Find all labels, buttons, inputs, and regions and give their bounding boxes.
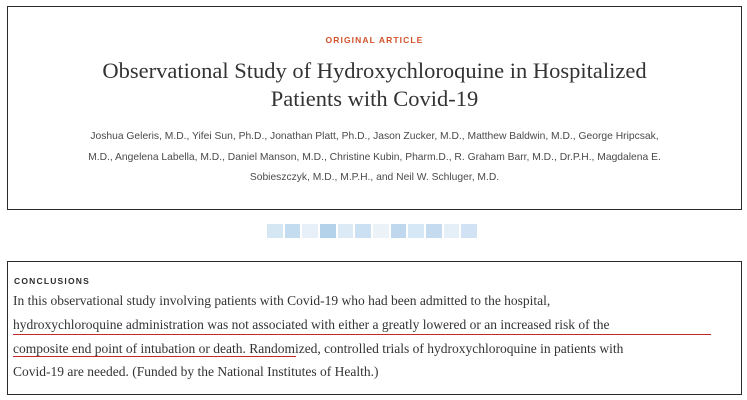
conclusions-text-line-2: hydroxychloroquine administration was not associated with either a greatly lowered or an increased risk of the [13, 317, 610, 332]
redaction-block [461, 224, 477, 238]
highlight-underline-2 [13, 356, 296, 357]
redaction-block [373, 224, 389, 238]
redaction-block [391, 224, 407, 238]
redaction-block [355, 224, 371, 238]
redaction-block [302, 224, 318, 238]
conclusions-text-line-3: composite end point of intubation or death. Randomized, controlled trials of hydroxychloroquine in patients with [13, 341, 624, 356]
conclusions-text-line-1: In this observational study involving patients with Covid-19 who had been admitted to the hospital, [13, 293, 551, 308]
redacted-watermark [267, 224, 477, 238]
article-type-label: ORIGINAL ARTICLE [325, 35, 424, 45]
redaction-block [444, 224, 460, 238]
author-line-2: M.D., Angelena Labella, M.D., Daniel Manson, M.D., Christine Kubin, Pharm.D., R. Graham Barr, M.D., Dr.P.H., Magdalena E. [88, 151, 661, 163]
redaction-block [426, 224, 442, 238]
redaction-block [285, 224, 301, 238]
highlight-underline-1 [13, 334, 711, 335]
author-line-3: Sobieszczyk, M.D., M.P.H., and Neil W. Schluger, M.D. [249, 172, 500, 183]
article-title-line-1: Observational Study of Hydroxychloroquine in Hospitalized [102, 58, 647, 83]
author-list [38, 127, 711, 189]
article-title [38, 57, 711, 113]
conclusions-heading: CONCLUSIONS [14, 276, 91, 286]
redaction-block [320, 224, 336, 238]
article-title-line-2: Patients with Covid-19 [270, 86, 479, 111]
redaction-block [267, 224, 283, 238]
redaction-block [408, 224, 424, 238]
conclusions-text-line-4: Covid-19 are needed. (Funded by the National Institutes of Health.) [13, 364, 379, 379]
article-header-panel [7, 6, 742, 210]
redaction-block [338, 224, 354, 238]
author-line-1: Joshua Geleris, M.D., Yifei Sun, Ph.D., Jonathan Platt, Ph.D., Jason Zucker, M.D., Matthew Baldwin, M.D., George Hripcsak, [90, 131, 659, 142]
